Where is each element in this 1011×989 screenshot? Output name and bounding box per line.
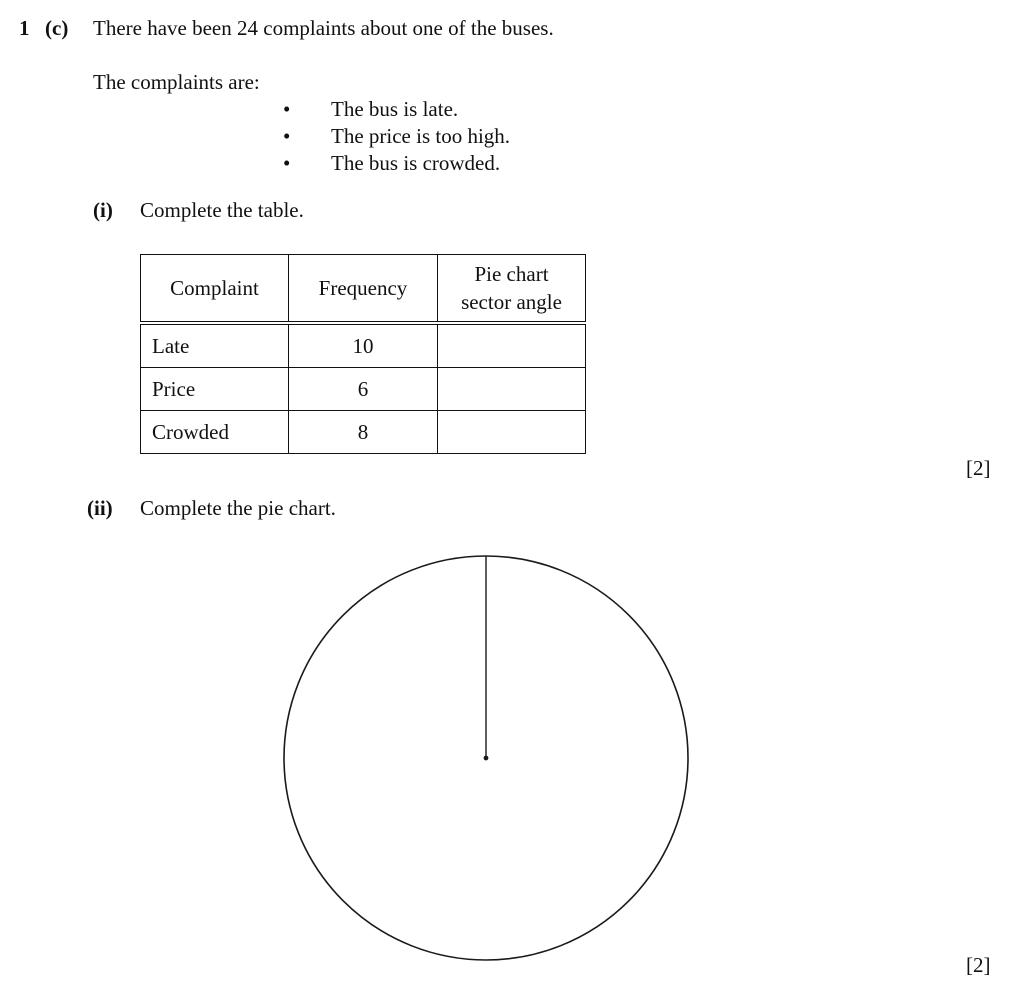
complaint-text: The price is too high. bbox=[331, 124, 511, 148]
frequency-cell: 10 bbox=[289, 323, 438, 368]
part-i-label: (i) bbox=[93, 198, 113, 222]
frequency-cell: 6 bbox=[289, 368, 438, 411]
bullet-icon: • bbox=[283, 124, 291, 148]
complaint-text: The bus is crowded. bbox=[331, 151, 501, 175]
header-complaint: Complaint bbox=[141, 255, 289, 324]
question-number: 1 bbox=[19, 16, 30, 40]
question-intro-text: There have been 24 complaints about one of the buses. bbox=[93, 16, 554, 40]
part-i-instruction: Complete the table. bbox=[140, 198, 304, 222]
complaint-text: The bus is late. bbox=[331, 97, 459, 121]
header-sector-angle-line2: sector angle bbox=[461, 290, 562, 314]
frequency-cell: 8 bbox=[289, 411, 438, 454]
complaint-cell: Crowded bbox=[141, 411, 289, 454]
bullet-icon: • bbox=[283, 151, 291, 175]
header-sector-angle-line1: Pie chart bbox=[474, 262, 549, 286]
bullet-icon: • bbox=[283, 97, 291, 121]
question-part-label: (c) bbox=[45, 16, 69, 40]
pie-centre-dot bbox=[484, 756, 489, 761]
part-ii-instruction: Complete the pie chart. bbox=[140, 496, 336, 520]
complaints-label: The complaints are: bbox=[93, 70, 260, 94]
header-frequency: Frequency bbox=[289, 255, 438, 324]
part-ii-marks: [2] bbox=[966, 953, 991, 977]
complaint-cell: Price bbox=[141, 368, 289, 411]
part-ii-label: (ii) bbox=[87, 496, 113, 520]
complaint-cell: Late bbox=[141, 323, 289, 368]
part-i-marks: [2] bbox=[966, 456, 991, 480]
